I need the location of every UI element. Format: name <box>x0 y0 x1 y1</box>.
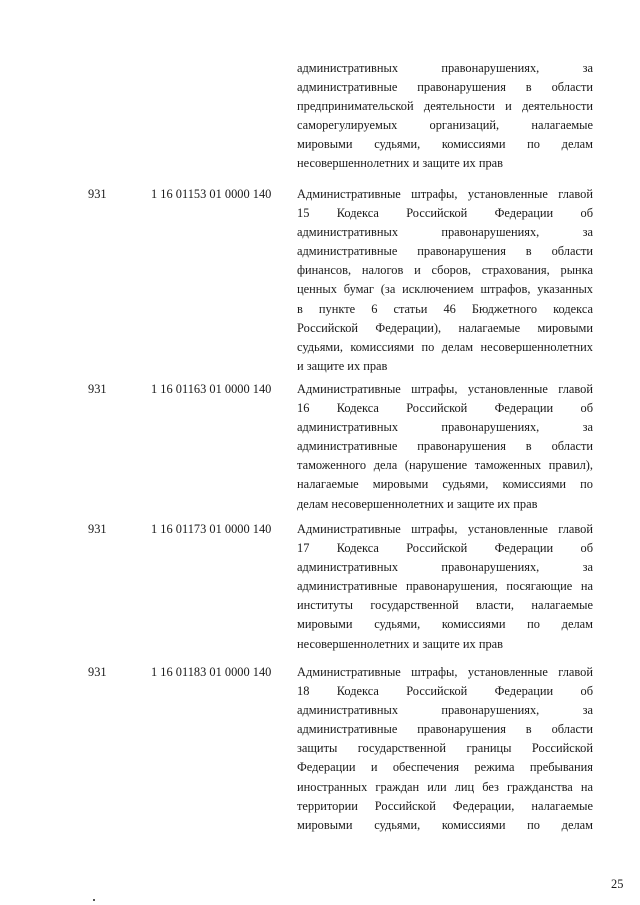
description-line: несовершеннолетних и защите их прав <box>297 636 504 651</box>
description-line: саморегулируемых организаций, налагаемые <box>297 118 593 133</box>
description-line: и защите их прав <box>297 358 388 373</box>
budget-classification-code: 1 16 01163 01 0000 140 <box>151 382 272 396</box>
description-line: таможенного дела (нарушение таможенных правил), <box>297 458 593 473</box>
description-line: административных правонарушениях, за <box>297 420 593 435</box>
admin-code: 931 <box>88 382 107 396</box>
description-line: административные правонарушения в области <box>297 80 593 95</box>
description-line: делам несовершеннолетних и защите их прав <box>297 496 538 511</box>
row-description <box>297 185 593 376</box>
description-line: защиты государственной границы Российской <box>297 741 593 756</box>
scan-mark <box>93 899 95 901</box>
description-line: институты государственной власти, налагаемые <box>297 598 593 613</box>
description-line: в пункте 6 статьи 46 Бюджетного кодекса <box>297 301 593 316</box>
description-line: 17 Кодекса Российской Федерации об <box>297 541 593 556</box>
description-line: ценных бумаг (за исключением штрафов, указанных <box>297 282 593 297</box>
description-line: мировыми судьями, комиссиями по делам <box>297 817 593 832</box>
row-description <box>297 380 593 514</box>
admin-code: 931 <box>88 187 107 201</box>
description-line: административные правонарушения в области <box>297 439 593 454</box>
description-line: Федерации и обеспечения режима пребывания <box>297 760 593 775</box>
admin-code: 931 <box>88 522 107 536</box>
description-line: налагаемые мировыми судьями, комиссиями по <box>297 477 593 492</box>
budget-classification-code: 1 16 01153 01 0000 140 <box>151 187 272 201</box>
row-description <box>297 663 593 835</box>
continuation-description <box>297 59 593 174</box>
budget-classification-code: 1 16 01173 01 0000 140 <box>151 522 272 536</box>
description-line: административных правонарушениях, за <box>297 560 593 575</box>
description-line: Административные штрафы, установленные главой <box>297 382 593 396</box>
description-line: мировыми судьями, комиссиями по делам <box>297 617 593 632</box>
row-description <box>297 520 593 654</box>
admin-code: 931 <box>88 665 107 679</box>
description-line: несовершеннолетних и защите их прав <box>297 156 504 171</box>
description-line: предпринимательской деятельности и деятельности <box>297 99 593 114</box>
description-line: территории Российской Федерации, налагаемые <box>297 798 593 813</box>
description-line: иностранных граждан или лиц без гражданства на <box>297 779 593 794</box>
description-line: административные правонарушения в области <box>297 722 593 737</box>
description-line: административные правонарушения в области <box>297 244 593 259</box>
description-line: административных правонарушениях, за <box>297 703 593 718</box>
description-line: 15 Кодекса Российской Федерации об <box>297 206 593 221</box>
description-line: Российской Федерации), налагаемые мировыми <box>297 320 593 335</box>
budget-classification-code: 1 16 01183 01 0000 140 <box>151 665 272 679</box>
description-line: 18 Кодекса Российской Федерации об <box>297 684 593 699</box>
description-line: 16 Кодекса Российской Федерации об <box>297 401 593 416</box>
page-number: 25 <box>611 877 624 891</box>
description-line: Административные штрафы, установленные главой <box>297 522 593 536</box>
description-line: административные правонарушения, посягающие на <box>297 579 593 594</box>
description-line: Административные штрафы, установленные главой <box>297 187 593 201</box>
description-line: мировыми судьями, комиссиями по делам <box>297 137 593 152</box>
description-line: Административные штрафы, установленные главой <box>297 665 593 679</box>
description-line: административных правонарушениях, за <box>297 225 593 240</box>
description-line: судьями, комиссиями по делам несовершеннолетних <box>297 339 593 354</box>
description-line: финансов, налогов и сборов, страхования, рынка <box>297 263 593 278</box>
description-line: административных правонарушениях, за <box>297 61 593 75</box>
